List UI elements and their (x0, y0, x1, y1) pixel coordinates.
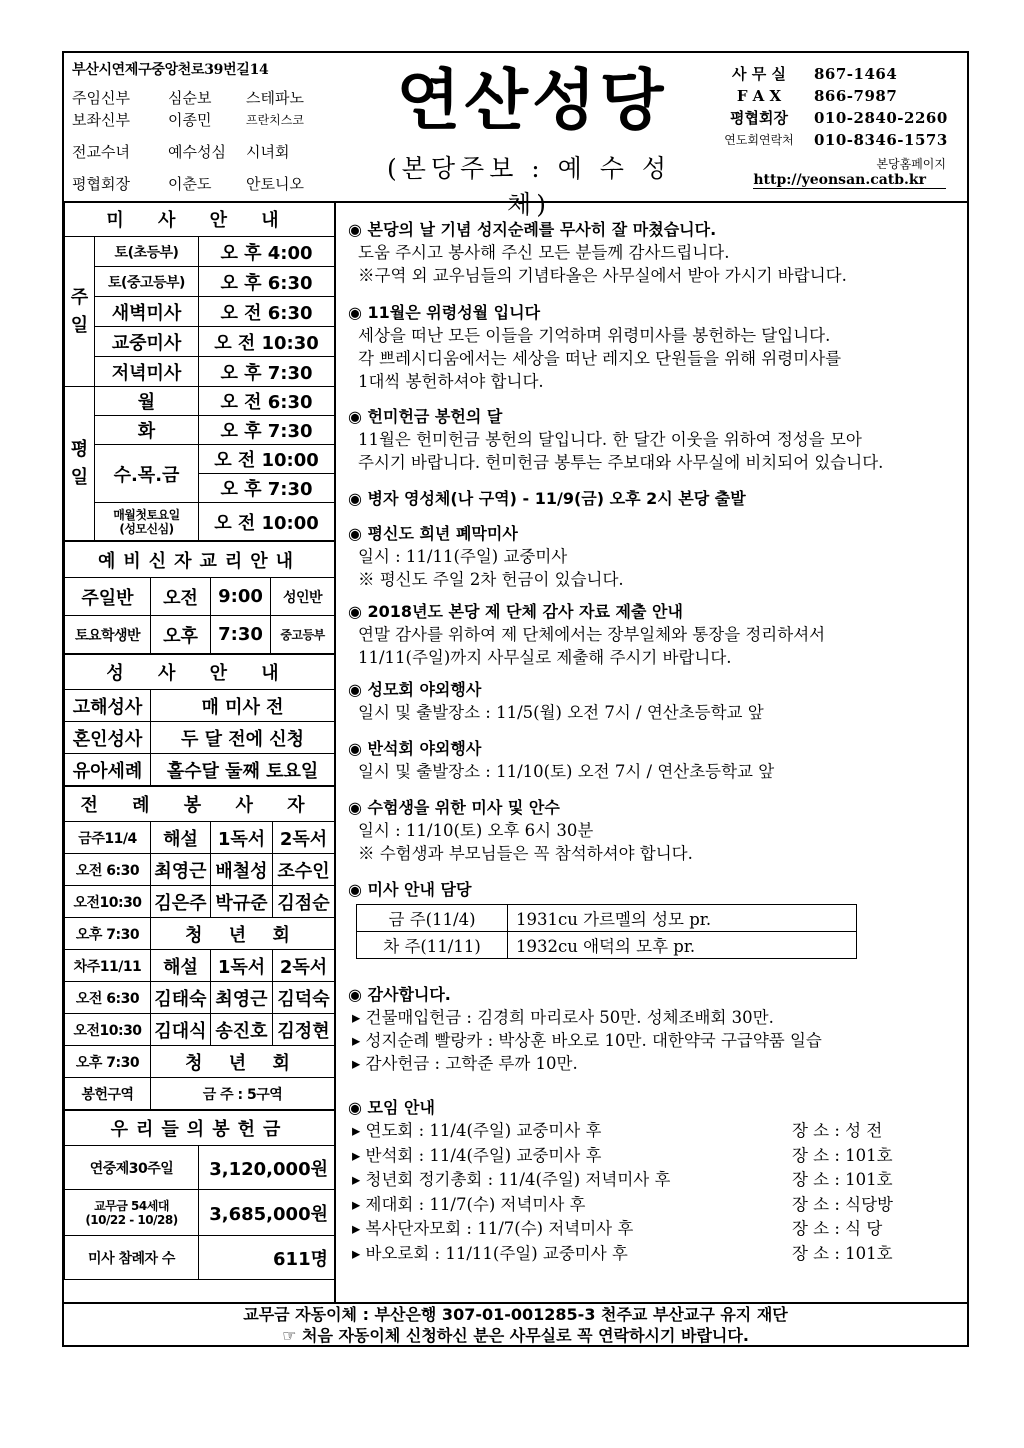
meeting-info: ▸ 제대회 : 11/7(수) 저녁미사 후 (352, 1194, 586, 1214)
mass-name: 월 (95, 387, 199, 416)
notice-text: ※구역 외 교우님들의 기념타올은 사무실에서 받아 가시기 바랍니다. (358, 266, 847, 285)
liturgy-cell: 오전10:30 (65, 1014, 151, 1046)
staff-role: 평협회장 (72, 175, 130, 193)
mass-time: 오 전 10:30 (199, 327, 335, 357)
contact-label: 사 무 실 (732, 65, 786, 83)
mass-time: 오 후 6:30 (199, 267, 335, 297)
contact-label: 연도회연락처 (724, 133, 794, 147)
contact-row (704, 107, 966, 129)
notice-text: ▸ 성지순례 빨랑카 : 박상훈 바오로 10만. 대한약국 구급약품 일습 (352, 1031, 822, 1050)
mass-time: 오 후 7:30 (199, 357, 335, 387)
class-time: 7:30 (211, 616, 271, 654)
notice-memorial-month (348, 302, 963, 393)
sacrament-info: 홀수달 둘째 토요일 (151, 754, 335, 786)
staff-role: 전교수녀 (72, 143, 130, 161)
notice-text: ※ 평신도 주일 2차 헌금이 있습니다. (358, 570, 624, 589)
meeting-row (348, 1144, 963, 1169)
liturgy-cell: 해설 (151, 822, 211, 854)
liturgy-cell: 2독서 (273, 950, 335, 982)
notice-text: 일시 : 11/10(토) 오후 6시 30분 (358, 821, 594, 840)
mass-name: 토(초등부) (95, 237, 199, 267)
contact-value: 010-8346-1573 (814, 131, 948, 149)
sacrament-table (64, 654, 335, 786)
liturgy-cell: 송진호 (211, 1014, 273, 1046)
notice-heading: ◉ 병자 영성체(나 구역) - 11/9(금) 오후 2시 본당 출발 (348, 489, 746, 508)
class-time: 9:00 (211, 578, 271, 616)
liturgy-cell: 오전 6:30 (65, 854, 151, 886)
liturgy-cell: 금주11/4 (65, 822, 151, 854)
liturgy-cell: 배철성 (211, 854, 273, 886)
liturgy-cell: 김덕숙 (273, 982, 335, 1014)
liturgy-cell: 차주11/11 (65, 950, 151, 982)
offering-value: 3,120,000원 (199, 1146, 335, 1190)
notice-sick-communion (348, 488, 963, 510)
notice-pilgrimage (348, 219, 963, 287)
mass-time: 오 전 10:00 (199, 445, 335, 474)
homepage-link[interactable]: http://yeonsan.catb.kr (753, 172, 946, 189)
notice-audit (348, 601, 963, 669)
offering-label: 교무금 54세대 (10/22 - 10/28) (65, 1190, 199, 1236)
meeting-row (348, 1217, 963, 1242)
duty-group: 1932cu 애덕의 모후 pr. (508, 932, 857, 959)
contact-label: F A X (736, 87, 782, 105)
notice-text: ▸ 감사헌금 : 고학준 루까 10만. (352, 1054, 578, 1073)
staff-row (72, 173, 372, 195)
staff-name: 심순보 (168, 89, 212, 107)
notice-heading: ◉ 헌미헌금 봉헌의 달 (348, 407, 503, 426)
class-group: 성인반 (271, 578, 335, 616)
staff-title: 안토니오 (246, 175, 304, 193)
liturgy-cell: 오후 7:30 (65, 918, 151, 950)
notice-text: 일시 및 출발장소 : 11/10(토) 오전 7시 / 연산초등학교 앞 (358, 762, 775, 781)
catechumen-section-title: 예비신자교리안내 (65, 542, 335, 578)
mass-time: 오 전 10:00 (199, 503, 335, 541)
notice-heading: ◉ 반석회 야외행사 (348, 739, 482, 758)
staff-title: 스테파노 (246, 89, 304, 107)
class-ampm: 오후 (151, 616, 211, 654)
notice-heading: ◉ 본당의 날 기념 성지순례를 무사히 잘 마쳤습니다. (348, 220, 717, 239)
notice-heading: ◉ 감사합니다. (348, 985, 451, 1004)
left-column (64, 201, 336, 1302)
liturgy-cell: 최영근 (151, 854, 211, 886)
mass-time: 오 전 6:30 (199, 297, 335, 327)
liturgy-cell: 김정현 (273, 1014, 335, 1046)
notice-text: 각 쁘레시디움에서는 세상을 떠난 레지오 단원들을 위해 위령미사를 (358, 349, 842, 368)
meeting-place: 장 소 : 101호 (792, 1243, 893, 1263)
staff-role: 보좌신부 (72, 111, 130, 129)
notice-text: 일시 : 11/11(주일) 교중미사 (358, 547, 568, 566)
offering-zone-value: 금 주 : 5구역 (151, 1078, 335, 1110)
liturgy-cell: 김대식 (151, 1014, 211, 1046)
notice-heading: ◉ 11월은 위령성월 입니다 (348, 303, 541, 322)
meeting-place: 장 소 : 식당방 (792, 1194, 893, 1214)
duty-week: 금 주(11/4) (357, 905, 508, 932)
staff-title: 시녀회 (246, 143, 290, 161)
notice-text: 1대씩 봉헌하셔야 합니다. (358, 372, 544, 391)
notice-text: 도움 주시고 봉사해 주신 모든 분들께 감사드립니다. (358, 243, 730, 262)
meeting-info: ▸ 바오로회 : 11/11(주일) 교중미사 후 (352, 1243, 628, 1263)
notice-heading: ◉ 평신도 희년 폐막미사 (348, 524, 518, 543)
weekday-label: 평일 (65, 387, 95, 541)
duty-week: 차 주(11/11) (357, 932, 508, 959)
mass-duty-table (356, 904, 857, 959)
offering-zone-label: 봉헌구역 (65, 1078, 151, 1110)
notice-heading: ◉ 수험생을 위한 미사 및 안수 (348, 798, 560, 817)
contact-value: 867-1464 (814, 65, 898, 83)
liturgy-cell: 청 년 회 (151, 918, 335, 950)
notice-text: 일시 및 출발장소 : 11/5(월) 오전 7시 / 연산초등학교 앞 (358, 703, 764, 722)
catechumen-table (64, 541, 335, 654)
staff-row (72, 109, 372, 131)
contact-value: 010-2840-2260 (814, 109, 948, 127)
meeting-place: 장 소 : 101호 (792, 1170, 893, 1189)
notice-text: ※ 수험생과 부모님들은 꼭 참석하셔야 합니다. (358, 844, 693, 863)
liturgy-cell: 김태숙 (151, 982, 211, 1014)
sacrament-name: 고해성사 (65, 690, 151, 722)
meeting-row (348, 1119, 963, 1144)
liturgy-table (64, 786, 335, 1110)
notice-bansuk-outing (348, 738, 963, 783)
liturgy-cell: 오전10:30 (65, 886, 151, 918)
contact-info (704, 63, 966, 189)
contact-row (704, 129, 966, 151)
sacrament-name: 유아세례 (65, 754, 151, 786)
liturgy-section-title: 전 례 봉 사 자 (65, 787, 335, 822)
notice-text: 연말 감사를 위하여 제 단체에서는 장부일체와 통장을 정리하셔서 (358, 625, 826, 644)
sacrament-section-title: 성 사 안 내 (65, 655, 335, 690)
attendance-value: 611명 (199, 1236, 335, 1280)
footer (64, 1302, 967, 1347)
class-group: 중고등부 (271, 616, 335, 654)
liturgy-cell: 최영근 (211, 982, 273, 1014)
liturgy-cell: 김점순 (273, 886, 335, 918)
meeting-row (348, 1168, 963, 1193)
mass-name: 저녁미사 (95, 357, 199, 387)
offering-value: 3,685,000원 (199, 1190, 335, 1236)
mass-schedule-table (64, 201, 335, 541)
notice-mass-duty (348, 879, 963, 959)
liturgy-cell: 2독서 (273, 822, 335, 854)
notice-thanks (348, 984, 963, 1075)
offering-table (64, 1110, 335, 1280)
duty-group: 1931cu 가르멜의 성모 pr. (508, 905, 857, 932)
contact-row (704, 63, 966, 85)
contact-label: 평협회장 (730, 109, 788, 127)
liturgy-cell: 조수인 (273, 854, 335, 886)
class-name: 토요학생반 (65, 616, 151, 654)
mass-name: 토(중고등부) (95, 267, 199, 297)
mass-section-title: 미 사 안 내 (65, 202, 335, 237)
notice-text: 11/11(주일)까지 사무실로 제출해 주시기 바랍니다. (358, 648, 732, 667)
staff-row (72, 141, 372, 163)
parish-info (72, 59, 372, 195)
contact-value: 866-7987 (814, 87, 898, 105)
notice-rice-offering (348, 406, 963, 474)
meeting-info: ▸ 청년회 정기총회 : 11/4(주일) 저녁미사 후 (352, 1170, 671, 1189)
liturgy-cell: 1독서 (211, 822, 273, 854)
notice-heading: ◉ 미사 안내 담당 (348, 880, 472, 899)
attendance-label: 미사 참례자 수 (65, 1236, 199, 1280)
auto-transfer-info: 교무금 자동이체 : 부산은행 307-01-001285-3 천주교 부산교구 유지 재단 (243, 1305, 788, 1324)
notice-meetings (348, 1097, 963, 1266)
meeting-row (348, 1242, 963, 1267)
mass-time: 오 후 7:30 (199, 416, 335, 445)
staff-name: 예수성심 (168, 143, 226, 161)
homepage-label: 본당홈페이지 (876, 157, 946, 171)
liturgy-cell: 해설 (151, 950, 211, 982)
offering-label: 연중제30주일 (65, 1146, 199, 1190)
notice-heading: ◉ 2018년도 본당 제 단체 감사 자료 제출 안내 (348, 602, 683, 621)
meeting-place: 장 소 : 101호 (792, 1145, 893, 1165)
liturgy-cell: 김은주 (151, 886, 211, 918)
mass-name: 화 (95, 416, 199, 445)
meeting-info: ▸ 연도회 : 11/4(주일) 교중미사 후 (352, 1121, 602, 1140)
liturgy-cell: 오전 6:30 (65, 982, 151, 1014)
header (64, 53, 967, 219)
meeting-info: ▸ 복사단자모회 : 11/7(수) 저녁미사 후 (352, 1219, 634, 1238)
sacrament-info: 매 미사 전 (151, 690, 335, 722)
notice-laity-jubilee (348, 523, 963, 591)
bulletin-subtitle: (본당주보 : 예 수 성 체) (386, 154, 671, 219)
meeting-row (348, 1193, 963, 1218)
staff-title: 프란치스코 (246, 113, 304, 127)
notice-text: 11월은 헌미헌금 봉헌의 달입니다. 한 달간 이웃을 위하여 정성을 모아 (358, 430, 862, 449)
contact-row (704, 85, 966, 107)
mass-name: 새벽미사 (95, 297, 199, 327)
address: 부산시연제구중앙천로39번길14 (72, 62, 269, 78)
staff-name: 이춘도 (168, 175, 212, 193)
notice-heading: ◉ 성모회 야외행사 (348, 680, 482, 699)
staff-row (72, 87, 372, 109)
class-ampm: 오전 (151, 578, 211, 616)
mass-time: 오 전 6:30 (199, 387, 335, 416)
liturgy-cell: 박규준 (211, 886, 273, 918)
mass-name: 교중미사 (95, 327, 199, 357)
class-name: 주일반 (65, 578, 151, 616)
sunday-label: 주일 (65, 237, 95, 387)
mass-time: 오 후 4:00 (199, 237, 335, 267)
notice-exam-mass (348, 797, 963, 865)
liturgy-cell: 1독서 (211, 950, 273, 982)
liturgy-cell: 오후 7:30 (65, 1046, 151, 1078)
mass-time: 오 후 7:30 (199, 474, 335, 503)
notices-column (336, 201, 967, 1302)
offering-section-title: 우리들의봉헌금 (65, 1111, 335, 1146)
sacrament-name: 혼인성사 (65, 722, 151, 754)
notice-mothers-outing (348, 679, 963, 724)
auto-transfer-note: ☞ 처음 자동이체 신청하신 분은 사무실로 꼭 연락하시기 바랍니다. (282, 1326, 749, 1345)
mass-name: 수.목.금 (95, 445, 199, 503)
liturgy-cell: 청 년 회 (151, 1046, 335, 1078)
meeting-info: ▸ 반석회 : 11/4(주일) 교중미사 후 (352, 1145, 602, 1165)
bulletin-frame (62, 51, 969, 1347)
notice-text: 세상을 떠난 모든 이들을 기억하며 위령미사를 봉헌하는 달입니다. (358, 326, 831, 345)
sacrament-info: 두 달 전에 신청 (151, 722, 335, 754)
staff-role: 주임신부 (72, 89, 130, 107)
notice-text: 주시기 바랍니다. 헌미헌금 봉투는 주보대와 사무실에 비치되어 있습니다. (358, 453, 884, 472)
meeting-place: 장 소 : 식 당 (792, 1219, 883, 1238)
notice-text: ▸ 건물매입헌금 : 김경희 마리로사 50만. 성체조배회 30만. (352, 1008, 774, 1027)
staff-name: 이종민 (168, 111, 212, 129)
parish-title: 연산성당 (396, 62, 668, 139)
mass-name: 매월첫토요일 (성모신심) (95, 503, 199, 541)
meeting-place: 장 소 : 성 전 (792, 1121, 883, 1140)
notice-heading: ◉ 모임 안내 (348, 1098, 435, 1117)
